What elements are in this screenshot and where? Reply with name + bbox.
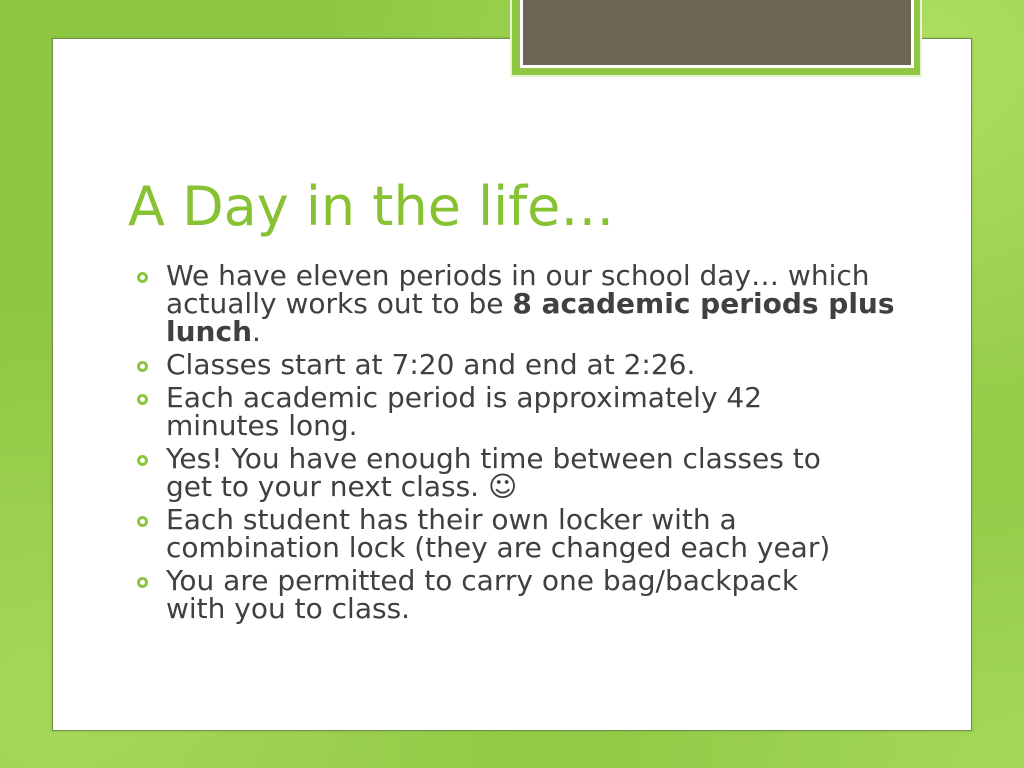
bullet-text: get to your next class. ☺: [166, 470, 518, 503]
bullet-text: You are permitted to carry one bag/backpack: [166, 564, 799, 597]
ring-bullet-icon: [137, 577, 148, 588]
bullet-list: [166, 259, 895, 625]
bullet-line: [166, 503, 895, 536]
bullet-text: Classes start at 7:20 and end at 2:26.: [166, 348, 696, 381]
ring-bullet-icon: [137, 361, 148, 372]
slide-title: A Day in the life…: [128, 175, 615, 238]
bullet-text: Each student has their own locker with a: [166, 503, 737, 536]
bullet-line: [166, 592, 895, 625]
bullet-line: [166, 315, 895, 348]
bullet-item: [166, 259, 895, 348]
bullet-item: [166, 442, 895, 503]
ring-bullet-icon: [137, 272, 148, 283]
ring-bullet-icon: [137, 455, 148, 466]
bullet-item: [166, 503, 895, 564]
bullet-line: [166, 287, 895, 320]
bullet-text-bold: 8 academic periods plus: [512, 287, 895, 320]
bullet-item: [166, 564, 895, 625]
bullet-text: We have eleven periods in our school day… which: [166, 259, 870, 292]
photo-placeholder: [520, 0, 914, 68]
bullet-line: [166, 470, 895, 503]
bullet-text: combination lock (they are changed each year): [166, 531, 831, 564]
bullet-line: [166, 409, 895, 442]
bullet-line: [166, 442, 895, 475]
bullet-item: [166, 381, 895, 442]
bullet-text: Yes! You have enough time between classes to: [166, 442, 821, 475]
bullet-text-bold: lunch: [166, 315, 252, 348]
bullet-line: [166, 564, 895, 597]
bullet-text: actually works out to be: [166, 287, 513, 320]
ring-bullet-icon: [137, 394, 148, 405]
bullet-text: Each academic period is approximately 42: [166, 381, 763, 414]
bullet-text: with you to class.: [166, 592, 411, 625]
bullet-line: [166, 381, 895, 414]
bullet-text: .: [252, 315, 261, 348]
bullet-line: [166, 348, 895, 381]
bullet-text: minutes long.: [166, 409, 358, 442]
bullet-item: [166, 348, 895, 381]
ring-bullet-icon: [137, 516, 148, 527]
bullet-line: [166, 531, 895, 564]
bullet-line: [166, 259, 895, 292]
